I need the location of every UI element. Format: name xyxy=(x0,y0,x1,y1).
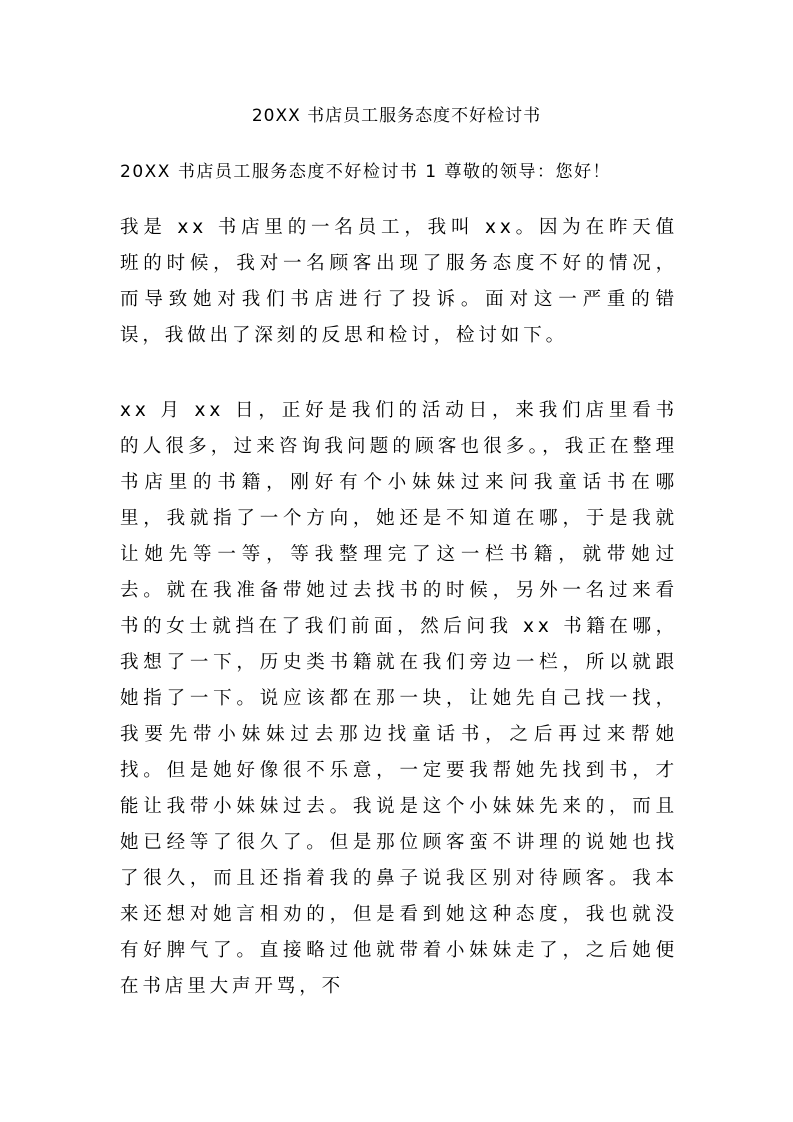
paragraph-introduction: 我是 xx 书店里的一名员工，我叫 xx。因为在昨天值班的时候，我对一名顾客出现了服务态度不好的情况，而导致她对我们书店进行了投诉。面对这一严重的错误，我做出了深刻的反思和检讨，检讨如下。 xyxy=(120,217,678,346)
document-title: 20XX 书店员工服务态度不好检讨书 xyxy=(251,106,542,126)
document-subtitle-greeting: 20XX 书店员工服务态度不好检讨书 1 尊敬的领导：您好！ xyxy=(120,162,611,182)
paragraph-incident-account: xx 月 xx 日，正好是我们的活动日，来我们店里看书的人很多，过来咨询我问题的顾客也很多。，我正在整理书店里的书籍，刚好有个小妹妹过来问我童话书在哪里，我就指了一个方向，她还是不知道在哪，于是我就让她先等一等，等我整理完了这一栏书籍，就带她过去。就在我准备带她过去找书的时候，另外一名过来看书的女士就挡在了我们前面，然后问我 xx 书籍在哪，我想了一下，历史类书籍就在我们旁边一栏，所以就跟她指了一下。说应该都在那一块，让她先自己找一找，我要先带小妹妹过去那边找童话书，之后再过来帮她找。但是她好像很不乐意，一定要我帮她先找到书，才能让我带小妹妹过去。我说是这个小妹妹先来的，而且她已经等了很久了。但是那位顾客蛮不讲理的说她也找了很久，而且还指着我的鼻子说我区别对待顾客。我本来还想对她言相劝的，但是看到她这种态度，我也就没有好脾气了。直接略过他就带着小妹妹走了，之后她便在书店里大声开骂，不 xyxy=(120,400,678,997)
